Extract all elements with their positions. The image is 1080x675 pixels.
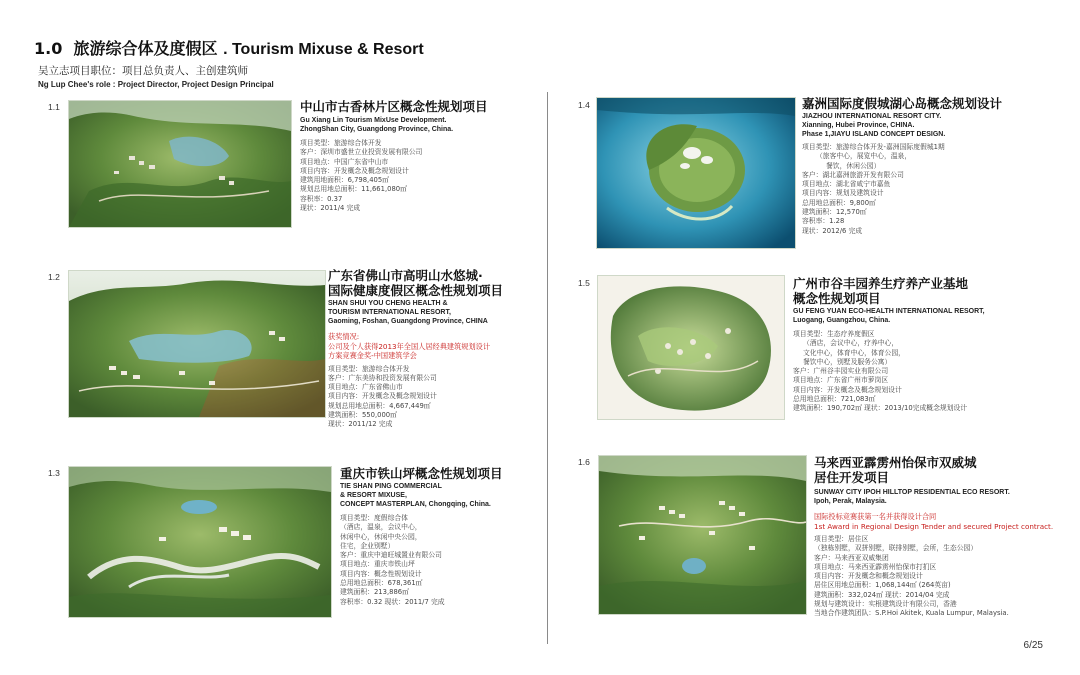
project-detail: 容积率：0.32 现状：2011/7 完成 xyxy=(340,597,445,606)
project-detail: 总用地总面积：721,083㎡ xyxy=(793,395,876,404)
role-cn: 吴立志项目职位：项目总负责人、主创建筑师 xyxy=(38,65,248,77)
project-detail: 项目类型：旅游综合体开发-嘉洲国际度假城1期 xyxy=(802,143,945,151)
project-title-cn: 嘉洲国际度假城湖心岛概念规划设计 xyxy=(802,96,1003,111)
project-detail: 项目地点：广东省佛山市 xyxy=(328,383,403,392)
project-info xyxy=(340,466,545,607)
project-detail: 餐饮中心，别墅及服务公寓） xyxy=(803,357,892,366)
project-detail: 项目内容：规划及建筑设计 xyxy=(802,189,884,198)
project-title-en-line: Gu Xiang Lin Tourism MixUse Development. xyxy=(300,117,447,124)
project-title-en-line: JIAZHOU INTERNATIONAL RESORT CITY. xyxy=(802,113,942,120)
project-detail: 项目地点：中国广东省中山市 xyxy=(300,157,389,166)
project-number: 1.4 xyxy=(578,100,590,110)
project-title-en-line: ZhongShan City, Guangdong Province, China. xyxy=(300,126,454,133)
project-detail: 休闲中心，休闲中央公园， xyxy=(340,532,422,541)
project-title-cn: 重庆市铁山坪概念性规划项目 xyxy=(340,466,503,481)
project-detail: 居住区用地总面积：1,068,144㎡ (264英亩) xyxy=(814,581,951,590)
project-detail: 项目内容：开发概念及概念规划设计 xyxy=(793,385,902,394)
project-rendering-image xyxy=(68,100,292,228)
project-detail: 项目地点：湖北省咸宁市嘉鱼 xyxy=(802,180,891,189)
project-detail: （旅客中心，展览中心，温泉， xyxy=(816,152,912,161)
project-detail: 项目类型：生态疗养度假区 xyxy=(793,330,875,338)
project-title-en-line: Gaoming, Foshan, Guangdong Province, CHINA xyxy=(328,318,488,325)
project-detail: 项目内容：开发概念和概念规划设计 xyxy=(814,572,923,581)
project-detail: 总用地总面积：9,800㎡ xyxy=(802,198,876,207)
project-info xyxy=(793,276,1055,414)
page-header xyxy=(34,36,424,59)
project-detail: 建筑面积：332,024㎡ 现状：2014/04 完成 xyxy=(814,590,950,599)
project-detail: 规划总用地总面积：11,661,080㎡ xyxy=(300,185,407,194)
project-number: 1.6 xyxy=(578,457,590,467)
project-number: 1.5 xyxy=(578,278,590,288)
project-number: 1.2 xyxy=(48,272,60,282)
project-detail: 客户：马来西亚双威集团 xyxy=(814,553,889,562)
project-detail: 客户：湖北嘉洲旅游开发有限公司 xyxy=(802,170,904,179)
project-detail: 客户：重庆中迪旺城置业有限公司 xyxy=(340,551,442,560)
project-detail: 项目内容：开发概念及概念规划设计 xyxy=(328,392,437,401)
project-detail: 容积率：0.37 xyxy=(300,194,343,203)
project-info xyxy=(328,268,546,430)
project-detail: 现状：2012/6 完成 xyxy=(802,226,863,235)
award-line: 国际投标竞赛获第一名并获得设计合同 xyxy=(814,512,937,521)
project-info xyxy=(300,99,545,213)
project-title-cn-line: 广东省佛山市高明山水悠城· xyxy=(328,268,483,283)
project-title-cn: 中山市古香林片区概念性规划项目 xyxy=(300,99,488,114)
project-rendering-image xyxy=(597,275,785,420)
project-title-en-line: Ipoh, Perak, Malaysia. xyxy=(814,498,887,505)
project-title-en-line: SUNWAY CITY IPOH HILLTOP RESIDENTIAL ECO RESORT. xyxy=(814,489,1010,496)
section-title-cn: 旅游综合体及度假区 xyxy=(73,39,218,58)
project-detail: 客户：广州谷丰园实业有限公司 xyxy=(793,367,889,376)
project-detail: （独栋别墅，双拼别墅，联排别墅，会所，生态公园） xyxy=(814,544,978,553)
project-detail: 总用地总面积：678,361㎡ xyxy=(340,579,423,588)
project-detail: 项目地点：重庆市铁山坪 xyxy=(340,560,415,569)
project-rendering-image xyxy=(596,97,796,249)
project-title-en-line: TOURISM INTERNATIONAL RESORT, xyxy=(328,309,451,316)
page-title xyxy=(34,36,424,59)
project-detail: 建筑面积：213,886㎡ xyxy=(340,588,409,597)
role-en: Ng Lup Chee's role : Project Director, Project Design Principal xyxy=(38,80,274,89)
project-detail: 建筑面积：190,702㎡ 现状：2013/10完成概念规划设计 xyxy=(793,404,968,413)
project-detail: 餐饮，休闲公园） xyxy=(826,161,881,170)
project-detail: 项目类型：旅游综合体开发 xyxy=(328,364,410,373)
project-detail: 规划总用地总面积：4,667,449㎡ xyxy=(328,401,431,410)
project-detail: 项目类型：度假综合体 xyxy=(340,514,408,522)
project-detail: 当地合作建筑团队：S.P.Hoi Akitek, Kuala Lumpur, Malaysia. xyxy=(814,609,1009,618)
project-detail: 建筑面积：550,000㎡ xyxy=(328,410,397,419)
project-detail: 容积率：1.28 xyxy=(802,217,845,226)
project-detail: 现状：2011/4 完成 xyxy=(300,204,361,213)
award-line: 获奖情况: xyxy=(328,332,360,341)
project-rendering-image xyxy=(68,466,332,618)
project-detail: 文化中心，体育中心，体育公园， xyxy=(803,348,905,357)
project-title-en-line: CONCEPT MASTERPLAN, Chongqing, China. xyxy=(340,501,491,508)
project-title-en-line: & RESORT MIXUSE, xyxy=(340,492,407,499)
project-title-cn-line: 国际健康度假区概念性规划项目 xyxy=(328,283,504,298)
award-line: 公司及个人获得2013年全国人居经典建筑规划设计 xyxy=(328,341,491,351)
project-detail: 建筑用地面积：6,798,405㎡ xyxy=(300,176,389,185)
section-number: 1.0 xyxy=(34,39,63,58)
project-detail: 项目地点：广东省广州市萝岗区 xyxy=(793,376,889,385)
section-title-en: . Tourism Mixuse & Resort xyxy=(223,41,424,58)
project-detail: 项目地点：马来西亚霹雳州怡保市打扪区 xyxy=(814,562,937,571)
project-detail: 现状：2011/12 完成 xyxy=(328,420,393,429)
project-rendering-image xyxy=(68,270,326,418)
project-info xyxy=(814,455,1059,619)
award-line: 方案竞赛金奖-中国建筑学会 xyxy=(328,351,417,360)
project-detail: （酒店，温泉，会议中心， xyxy=(340,523,422,532)
project-detail: 客户：广东美协和投资发展有限公司 xyxy=(328,373,437,382)
project-title-en-line: Luogang, Guangzhou, China. xyxy=(793,317,891,324)
project-title-cn-line: 广州市谷丰园养生疗养产业基地 xyxy=(793,276,969,291)
project-title-cn-line: 居住开发项目 xyxy=(814,470,890,485)
project-detail: 项目类型：旅游综合体开发 xyxy=(300,139,382,147)
page-number: 6/25 xyxy=(1023,640,1043,651)
column-divider xyxy=(547,92,548,644)
project-title-cn-line: 马来西亚霹雳州怡保市双威城 xyxy=(814,455,977,470)
project-detail: 建筑面积：12,570㎡ xyxy=(802,208,867,217)
project-detail: 项目内容：开发概念及概念规划设计 xyxy=(300,166,409,175)
project-title-en-line: Phase 1,JIAYU ISLAND CONCEPT DESIGN. xyxy=(802,131,946,138)
project-number: 1.1 xyxy=(48,102,60,112)
project-title-en-line: Xianning, Hubei Province, CHINA. xyxy=(802,122,915,129)
award-line: 1st Award in Regional Design Tender and secured Project contract. xyxy=(814,521,1054,531)
project-detail: 住宅，企业别墅） xyxy=(340,541,395,550)
project-rendering-image xyxy=(598,455,807,615)
project-number: 1.3 xyxy=(48,468,60,478)
project-info xyxy=(802,96,1052,236)
project-detail: 项目内容：概念性规划设计 xyxy=(340,569,422,578)
project-title-cn-line: 概念性规划项目 xyxy=(793,291,881,306)
project-title-en-line: SHAN SHUI YOU CHENG HEALTH & xyxy=(328,300,448,307)
project-detail: 项目类型：居住区 xyxy=(814,535,869,543)
project-title-en-line: GU FENG YUAN ECO-HEALTH INTERNATIONAL RESORT, xyxy=(793,308,985,315)
project-detail: 规划与建筑设计：实根建筑设计有限公司，香港 xyxy=(814,600,957,609)
project-detail: （酒店，会议中心，疗养中心， xyxy=(803,339,899,348)
project-detail: 客户：深圳市盛世立业投资发展有限公司 xyxy=(300,148,423,157)
project-title-en-line: TIE SHAN PING COMMERCIAL xyxy=(340,483,442,490)
